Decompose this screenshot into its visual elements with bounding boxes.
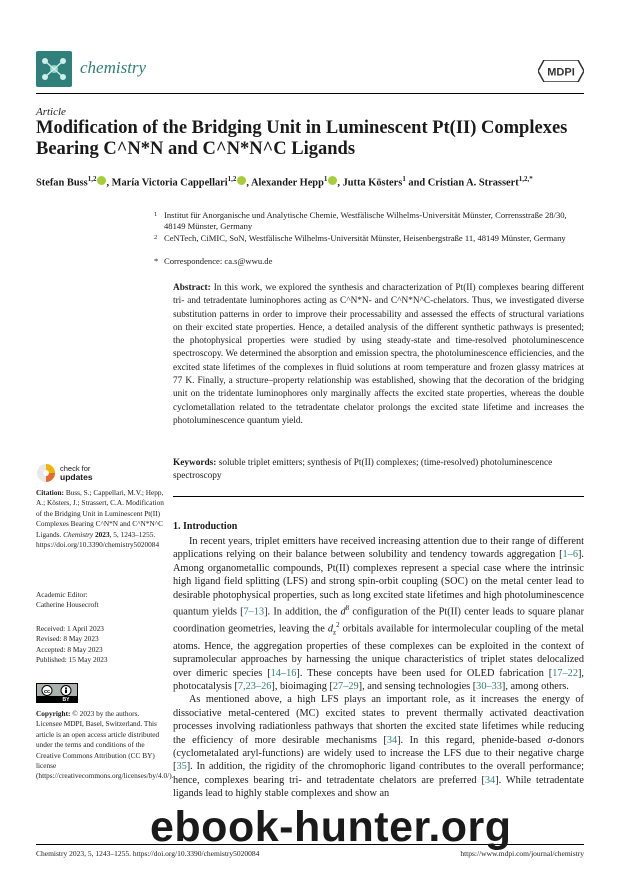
copyright-block — [36, 709, 174, 782]
author-list: Stefan Buss$^{1,2}$ , María Victoria Cappellari$^{1,2}$ , Alexander Hepp$^1$ , Jutta Kösters$^1$ and Cristian A. Strassert$^{1,2,*}$ — [36, 175, 533, 189]
journal-name: chemistry — [80, 58, 147, 77]
check-updates-icon — [36, 463, 56, 483]
editor-name: Catherine Housecroft — [36, 600, 99, 610]
abstract-label: Abstract: — [173, 283, 211, 293]
correspondence-text[interactable]: Correspondence: ca.s@wwu.de — [164, 256, 273, 266]
intro-paragraph: As mentioned above, a high LFS plays an important role, as it increases the energy of dissociative metal-centered (MC) excited states to prevent thermally activated deactivation processes involving radiationless pathways that shorten the excited state lifetimes while reducing the efficiency of more desirable mechanisms [34]. In this regard, phenide-based σ-donors (cyclometalated aryl-functions) are widely used to increase the LFS due to their negative charge [35]. In addition, the rigidity of the chromophoric ligand contributes to the overall performance; hence, complexes bearing tri- and tetradentate chelators are preferred [34]. While tetradentate ligands lead to highly stable complexes and show an — [173, 694, 584, 800]
orcid-icon[interactable] — [328, 176, 337, 185]
affiliation-text: Institut für Anorganische und Analytische Chemie, Westfälische Wilhelms-Universität Münster, Corrensstraße 28/30, 48149 Münster, Germany — [164, 210, 567, 231]
editor-block — [36, 590, 166, 611]
affiliation — [154, 210, 584, 232]
affiliation-mark: * — [154, 256, 159, 266]
intro-body — [173, 535, 584, 801]
cc-by-label: BY — [62, 697, 70, 702]
affiliation-text: CeNTech, CiMIC, SoN, Westfälische Wilhelms-Universität Münster, Heisenbergstraße 11, 48149 Münster, Germany — [164, 233, 566, 243]
paper-title: Modification of the Bridging Unit in Luminescent Pt(II) Complexes Bearing C^N*N and C^N*N^C Ligands — [36, 118, 568, 159]
editor-label: Academic Editor: — [36, 590, 88, 599]
citation-rest[interactable]: , 5, 1243–1255. https://doi.org/10.3390/chemistry5020084 — [36, 529, 160, 550]
affiliation — [154, 256, 584, 267]
author-affiliation-mark: 1,2 — [227, 175, 237, 183]
check-for-updates-button[interactable] — [36, 463, 93, 483]
citation-text: Buss, S.; Cappellari, M.V.; Hepp, A.; Kösters, J.; Strassert, C.A. Modification of the Bridging Unit in Luminescent Pt(II) Complexes Bearing C^N*N and C^N*N^C Ligands. — [36, 488, 164, 539]
citation-block — [36, 488, 166, 550]
section-heading: 1. Introduction — [173, 521, 238, 532]
author-affiliation-mark: 1 — [402, 175, 406, 183]
author-name: Stefan Buss — [36, 177, 88, 189]
date-revised: Revised: 8 May 2023 — [36, 634, 99, 644]
author-name: Alexander Hepp — [251, 177, 324, 189]
abstract — [173, 282, 584, 428]
footer-citation[interactable]: Chemistry 2023, 5, 1243–1255. https://doi.org/10.3390/chemistry5020084 — [36, 849, 260, 858]
footer-journal-link[interactable]: https://www.mdpi.com/journal/chemistry — [460, 849, 584, 858]
affiliation — [154, 233, 584, 244]
keywords-label: Keywords: — [173, 458, 217, 468]
watermark-text: ebook-hunter.org — [150, 803, 512, 851]
keywords-text: soluble triplet emitters; synthesis of Pt(II) complexes; (time-resolved) photoluminescence spectroscopy — [173, 458, 553, 482]
copyright-label: Copyright: — [36, 709, 71, 718]
svg-text:cc: cc — [43, 688, 51, 695]
citation-year: 2023 — [95, 529, 110, 539]
intro-paragraph: In recent years, triplet emitters have received increasing attention due to their range of different applications relying on their balance between solubility and tendency towards aggregation [1–6]. Among organometallic compounds, Pt(II) complexes represent a special case where the intrinsic high ligand field splitting (LFS) and strong spin-orbit coupling (SOC) on the metal center lead to desirable photophysical properties, such as long excited state lifetimes and high photoluminescence quantum yields [7–13]. In addition, the $d^8$ configuration of the Pt(II) center leads to square planar coordination geometries, leaving the $d_z^2$ orbitals available for intermolecular coupling of the metal atoms. Hence, the aggregation properties of these complexes can be exploited in the context of supramolecular approaches by harnessing the unique characteristics of triplet states delocalized over dimeric species [14–16]. These concepts have been used for OLED fabrication [17–22], photocatalysis [7,23–26], bioimaging [27–29], and sensing technologies [30–33], among others. — [173, 536, 584, 692]
author-affiliation-mark: 1,2,* — [518, 175, 533, 183]
author-name: María Victoria Cappellari — [111, 177, 228, 189]
author-affiliation-mark: 1 — [323, 175, 328, 183]
header-divider — [36, 93, 584, 94]
mdpi-logo-icon — [538, 60, 584, 86]
orcid-icon[interactable] — [237, 176, 246, 185]
orcid-icon[interactable] — [97, 176, 106, 185]
check-updates-line1: check for — [60, 463, 91, 473]
author-name: Cristian A. Strassert — [427, 177, 519, 189]
affiliation-mark: 1 — [154, 211, 158, 218]
publisher-name: MDPI — [547, 66, 575, 79]
citation-journal: Chemistry — [63, 529, 94, 539]
author-affiliation-mark: 1,2 — [87, 175, 97, 183]
author-name: Jutta Kösters — [342, 177, 403, 189]
keywords-divider — [173, 496, 584, 497]
article-type: Article — [36, 106, 66, 118]
date-published: Published: 15 May 2023 — [36, 655, 108, 665]
citation-label: Citation: — [36, 488, 64, 497]
check-updates-line2: updates — [60, 472, 93, 482]
date-received: Received: 1 April 2023 — [36, 624, 104, 633]
abstract-text: In this work, we explored the synthesis and characterization of Pt(II) complexes bearing different tri- and tetradentate luminophores acting as C^N*N- and C^N*N^C-chelators. Thus, we investigated diverse substitution patterns in order to improve their processability and assessed the effects of structural variations on their excited state properties. Hence, a detailed analysis of the different synthetic pathways is presented; the photophysical properties were studied by using steady-state and time-resolved photoluminescence spectroscopy. We determined the absorption and emission spectra, the photoluminescence efficiencies, and the excited state lifetimes of the complexes in fluid solutions at room temperature and frozen glassy matrices at 77 K. Finally, a structure–property relationship was established, showing that the decoration of the bridging unit on the tridentate luminophores only marginally affects the excited state properties, whereas the double cyclometallation related to the tetradentate chelator prolongs the excited state lifetime and increases the photoluminescence quantum yield. — [173, 283, 584, 426]
affiliation-mark: 2 — [154, 234, 158, 241]
copyright-text: © 2023 by the authors. Licensee MDPI, Basel, Switzerland. This article is an open access article distributed under the terms and conditions of the Creative Commons Attribution (CC BY) license (https://creativecommons.org/licenses/by/4.0/). — [36, 709, 174, 781]
dates-block — [36, 624, 166, 666]
cc-by-license-icon[interactable] — [36, 683, 78, 703]
date-accepted: Accepted: 8 May 2023 — [36, 644, 103, 654]
journal-logo-icon — [36, 51, 72, 87]
keywords — [173, 457, 584, 484]
